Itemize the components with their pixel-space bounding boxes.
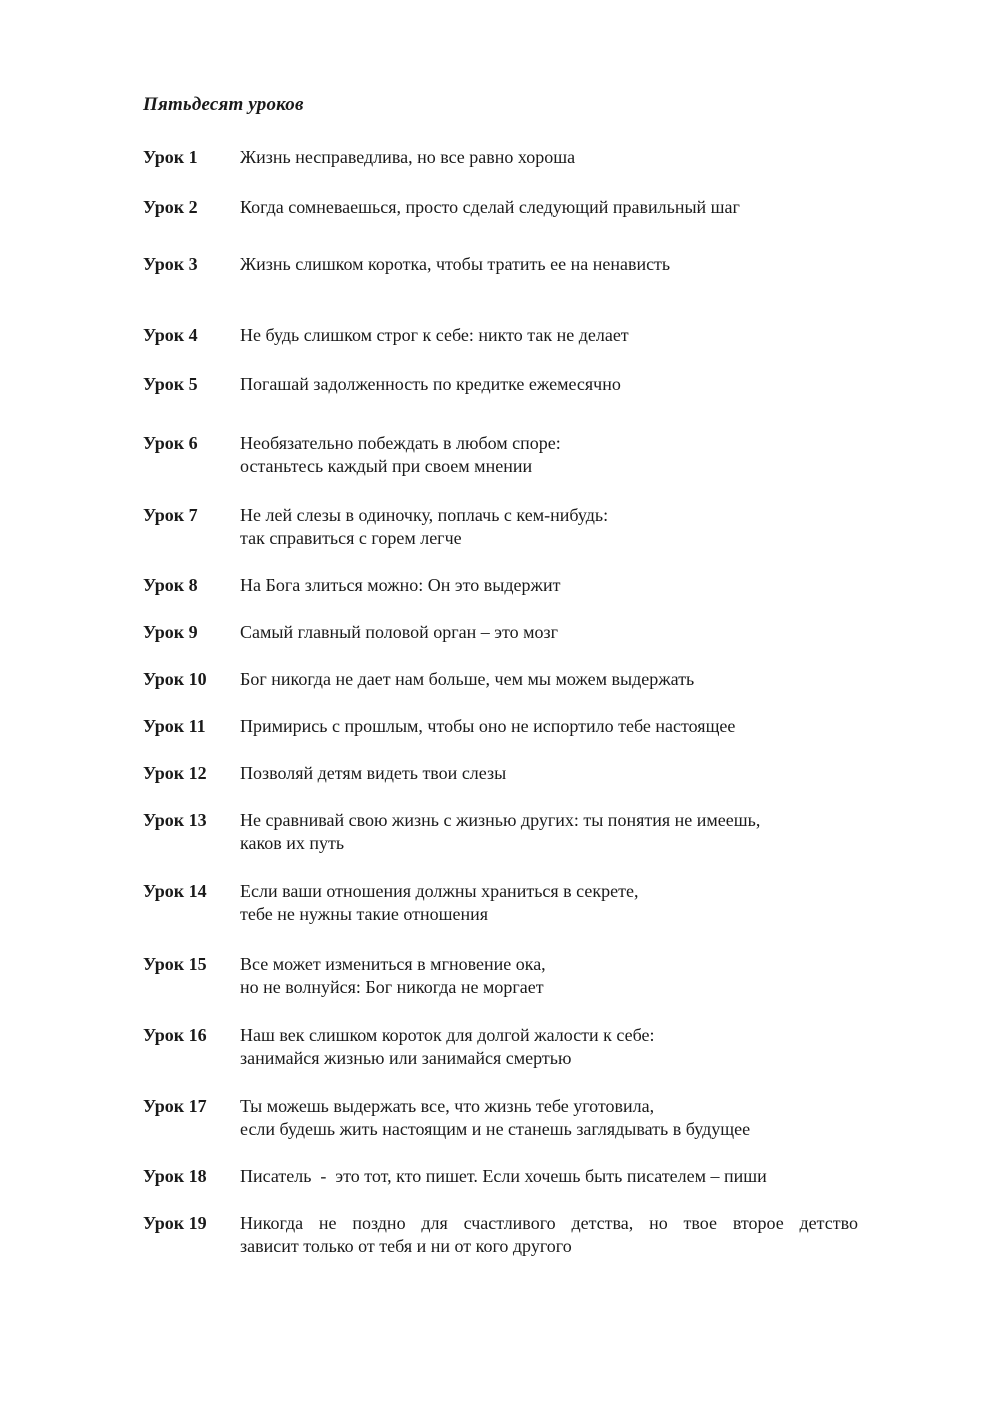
lesson-item bbox=[143, 762, 858, 785]
lesson-item bbox=[143, 1024, 858, 1070]
document-title: Пятьдесят уроков bbox=[143, 94, 304, 115]
lesson-text-line: каков их путь bbox=[240, 833, 345, 853]
lesson-text-line: зависит только от тебя и ни от кого другого bbox=[240, 1236, 572, 1256]
lesson-text bbox=[240, 1212, 858, 1258]
lesson-text bbox=[240, 1095, 858, 1141]
lesson-text-line: Если ваши отношения должны храниться в секрете, bbox=[240, 881, 639, 901]
lesson-item bbox=[143, 146, 858, 169]
lesson-label: Урок 19 bbox=[143, 1213, 207, 1233]
lesson-text bbox=[240, 668, 858, 691]
lesson-text bbox=[240, 953, 858, 999]
lesson-item bbox=[143, 1095, 858, 1141]
lesson-text-line: Наш век слишком короток для долгой жалости к себе: bbox=[240, 1025, 655, 1045]
lesson-text-line: Никогда не поздно для счастливого детства, но твое второе детство bbox=[240, 1213, 858, 1233]
lesson-item bbox=[143, 504, 858, 550]
lesson-label: Урок 1 bbox=[143, 147, 198, 167]
lesson-label: Урок 17 bbox=[143, 1096, 207, 1116]
lesson-label: Урок 13 bbox=[143, 810, 207, 830]
lesson-text bbox=[240, 146, 858, 169]
lesson-text-line: Примирись с прошлым, чтобы оно не испортило тебе настоящее bbox=[240, 716, 736, 736]
lesson-text-line: Погашай задолженность по кредитке ежемесячно bbox=[240, 374, 621, 394]
lesson-label: Урок 10 bbox=[143, 669, 207, 689]
lesson-item bbox=[143, 574, 858, 597]
lesson-label: Урок 16 bbox=[143, 1025, 207, 1045]
lesson-text bbox=[240, 1024, 858, 1070]
lesson-text bbox=[240, 715, 858, 738]
lesson-item bbox=[143, 668, 858, 691]
lesson-text-line: останьтесь каждый при своем мнении bbox=[240, 456, 533, 476]
lesson-text bbox=[240, 324, 858, 347]
lesson-item bbox=[143, 953, 858, 999]
lesson-item bbox=[143, 809, 858, 855]
lesson-text bbox=[240, 621, 858, 644]
lesson-item bbox=[143, 715, 858, 738]
lesson-label: Урок 2 bbox=[143, 197, 198, 217]
lesson-text-line: Не будь слишком строг к себе: никто так не делает bbox=[240, 325, 629, 345]
lesson-item bbox=[143, 324, 858, 347]
lesson-text bbox=[240, 432, 858, 478]
lesson-text-line: На Бога злиться можно: Он это выдержит bbox=[240, 575, 561, 595]
lesson-item bbox=[143, 196, 858, 219]
lesson-text-line: Писатель - это тот, кто пишет. Если хочешь быть писателем – пиши bbox=[240, 1166, 767, 1186]
lesson-text-line: Необязательно побеждать в любом споре: bbox=[240, 433, 561, 453]
lesson-item bbox=[143, 621, 858, 644]
lesson-text-line: занимайся жизнью или занимайся смертью bbox=[240, 1048, 572, 1068]
lesson-text-line: Позволяй детям видеть твои слезы bbox=[240, 763, 507, 783]
lesson-item bbox=[143, 1212, 858, 1258]
lesson-text-line: Когда сомневаешься, просто сделай следующий правильный шаг bbox=[240, 197, 740, 217]
lesson-item bbox=[143, 253, 858, 276]
lesson-label: Урок 9 bbox=[143, 622, 198, 642]
lesson-item bbox=[143, 880, 858, 926]
lesson-item bbox=[143, 1165, 858, 1188]
lesson-text-line: если будешь жить настоящим и не станешь заглядывать в будущее bbox=[240, 1119, 751, 1139]
lesson-text-line: Бог никогда не дает нам больше, чем мы можем выдержать bbox=[240, 669, 695, 689]
lesson-label: Урок 6 bbox=[143, 433, 198, 453]
lesson-text-line: Самый главный половой орган – это мозг bbox=[240, 622, 559, 642]
lesson-text-line: Не лей слезы в одиночку, поплачь с кем-нибудь: bbox=[240, 505, 609, 525]
lesson-text bbox=[240, 1165, 858, 1188]
lesson-label: Урок 12 bbox=[143, 763, 207, 783]
lesson-text-line: Жизнь несправедлива, но все равно хороша bbox=[240, 147, 576, 167]
lesson-label: Урок 15 bbox=[143, 954, 207, 974]
lesson-text bbox=[240, 504, 858, 550]
lesson-label: Урок 11 bbox=[143, 716, 206, 736]
lesson-label: Урок 3 bbox=[143, 254, 198, 274]
lesson-text bbox=[240, 880, 858, 926]
lesson-text bbox=[240, 373, 858, 396]
lesson-item bbox=[143, 432, 858, 478]
lesson-text-line: Жизнь слишком коротка, чтобы тратить ее на ненависть bbox=[240, 254, 671, 274]
lesson-text-line: тебе не нужны такие отношения bbox=[240, 904, 489, 924]
lesson-text-line: так справиться с горем легче bbox=[240, 528, 462, 548]
lesson-text-line: Не сравнивай свою жизнь с жизнью других: ты понятия не имеешь, bbox=[240, 810, 761, 830]
lesson-text bbox=[240, 762, 858, 785]
lesson-label: Урок 4 bbox=[143, 325, 198, 345]
lesson-text bbox=[240, 574, 858, 597]
lesson-text-line: Ты можешь выдержать все, что жизнь тебе уготовила, bbox=[240, 1096, 655, 1116]
lesson-label: Урок 5 bbox=[143, 374, 198, 394]
lesson-label: Урок 18 bbox=[143, 1166, 207, 1186]
lesson-text-line: но не волнуйся: Бог никогда не моргает bbox=[240, 977, 544, 997]
lesson-label: Урок 7 bbox=[143, 505, 198, 525]
lesson-text bbox=[240, 196, 858, 219]
lesson-label: Урок 14 bbox=[143, 881, 207, 901]
lesson-label: Урок 8 bbox=[143, 575, 198, 595]
lesson-text bbox=[240, 809, 858, 855]
lesson-text-line: Все может измениться в мгновение ока, bbox=[240, 954, 546, 974]
lesson-item bbox=[143, 373, 858, 396]
lesson-text bbox=[240, 253, 858, 276]
